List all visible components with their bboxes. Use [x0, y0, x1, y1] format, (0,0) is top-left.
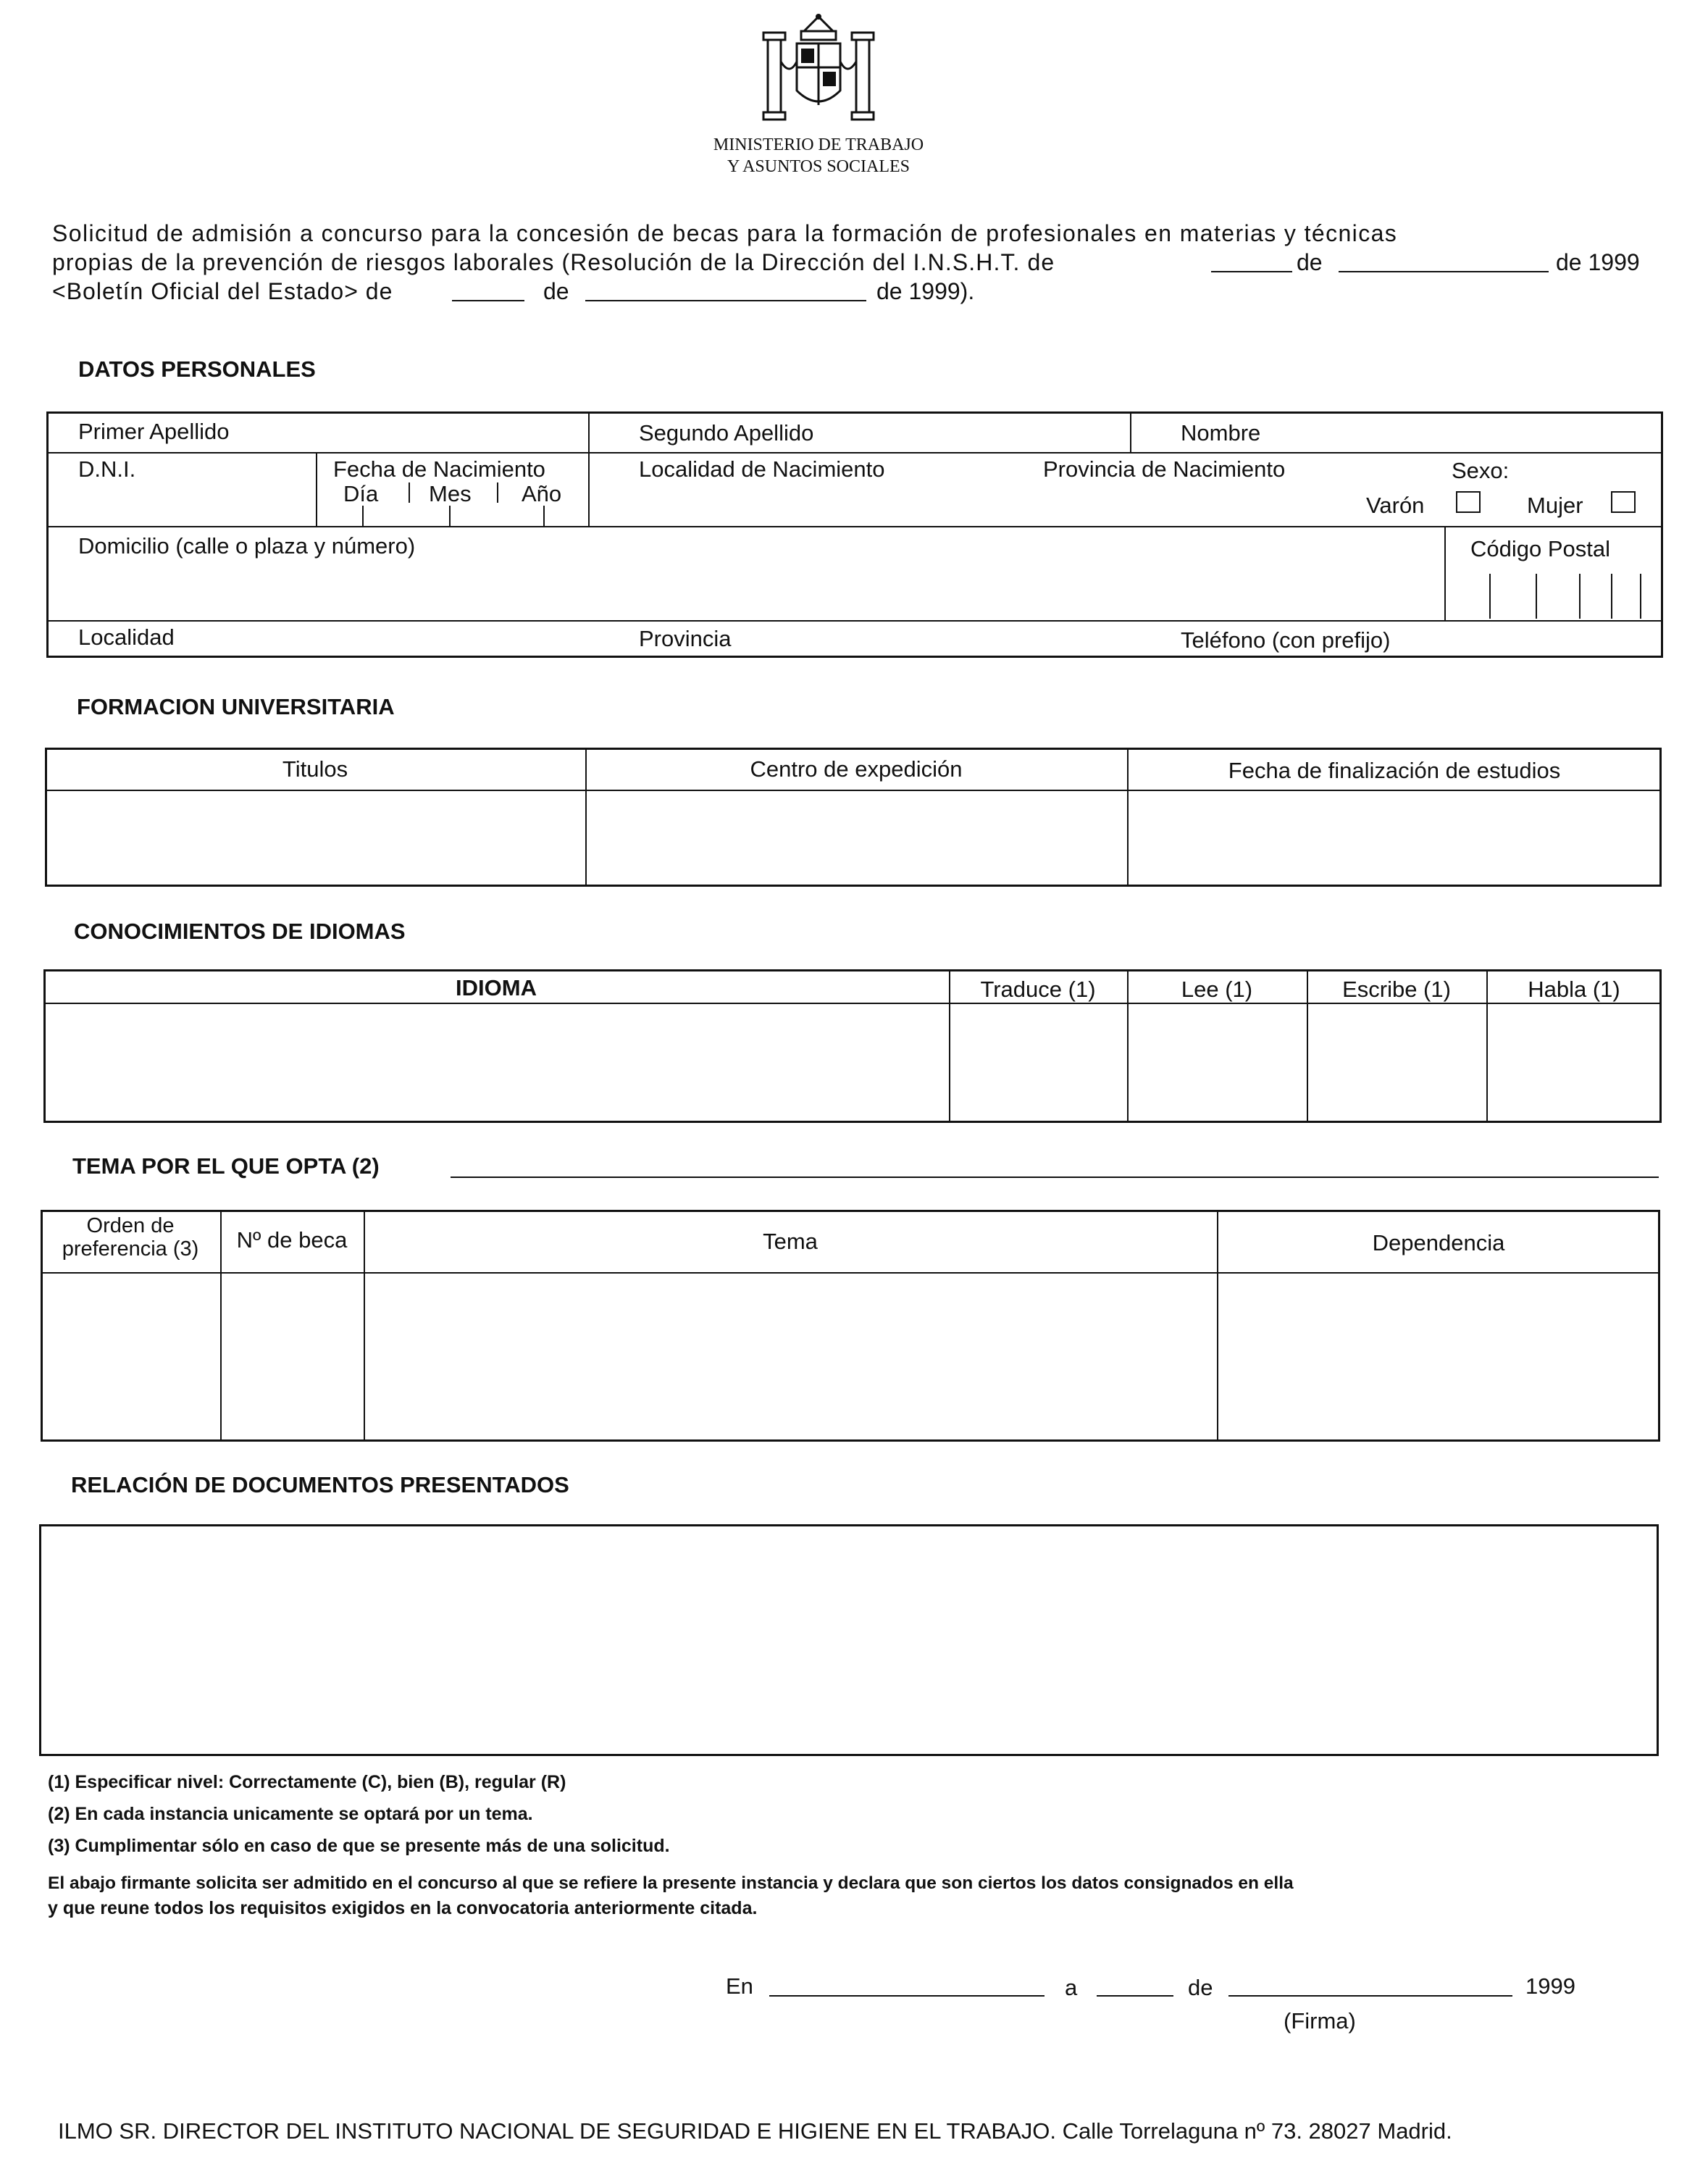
- varon-checkbox[interactable]: [1456, 491, 1481, 513]
- varon-label: Varón: [1366, 493, 1425, 518]
- centro-cell[interactable]: [588, 793, 1126, 884]
- birth-date-label: Fecha de Nacimiento: [333, 456, 545, 482]
- mujer-checkbox[interactable]: [1611, 491, 1636, 513]
- segundo-apellido-field[interactable]: Segundo Apellido: [639, 420, 814, 446]
- col-fecha-finalizacion: Fecha de finalización de estudios: [1228, 758, 1561, 783]
- postal-code-input[interactable]: [1470, 574, 1641, 619]
- intro-line-1: Solicitud de admisión a concurso para la concesión de becas para la formación de profesionales en materias y técnicas: [52, 220, 1398, 246]
- personal-data-heading: DATOS PERSONALES: [78, 356, 316, 382]
- address-field[interactable]: Domicilio (calle o plaza y número): [78, 533, 416, 559]
- mujer-label: Mujer: [1527, 493, 1583, 518]
- birth-province-field[interactable]: Provincia de Nacimiento: [1043, 456, 1286, 482]
- topic-blank[interactable]: [451, 1177, 1659, 1178]
- resolution-day-blank[interactable]: [1211, 271, 1292, 272]
- birth-month-field[interactable]: Mes: [429, 481, 472, 506]
- intro-line-3a: <Boletín Oficial del Estado> de: [52, 278, 393, 304]
- col-orden-line1: Orden de: [86, 1214, 175, 1237]
- col-orden-line2: preferencia (3): [62, 1237, 199, 1261]
- declaration-line-1: El abajo firmante solicita ser admitido en el concurso al que se refiere la presente instancia y declara que son ciertos los datos consignados en ella: [48, 1873, 1294, 1893]
- note-3: (3) Cumplimentar sólo en caso de que se presente más de una solicitud.: [48, 1836, 670, 1856]
- signature-a-label: a: [1065, 1975, 1078, 2000]
- note-1: (1) Especificar nivel: Correctamente (C), bien (B), regular (R): [48, 1772, 566, 1792]
- col-titulos: Titulos: [282, 756, 348, 782]
- locality-field[interactable]: Localidad: [78, 624, 175, 650]
- footer-address: ILMO SR. DIRECTOR DEL INSTITUTO NACIONAL DE SEGURIDAD E HIGIENE EN EL TRABAJO. Calle Torrelaguna nº 73. 28027 Madrid.: [58, 2118, 1452, 2144]
- signature-en-label: En: [726, 1973, 753, 1999]
- ministry-name-line2: Y ASUNTOS SOCIALES: [727, 157, 910, 176]
- province-field[interactable]: Provincia: [639, 626, 732, 651]
- postal-code-label: Código Postal: [1470, 536, 1611, 561]
- topic-heading: TEMA POR EL QUE OPTA (2): [72, 1153, 380, 1179]
- sex-label: Sexo:: [1452, 458, 1510, 483]
- documents-heading: RELACIÓN DE DOCUMENTOS PRESENTADOS: [71, 1472, 569, 1497]
- col-num-beca: Nº de beca: [236, 1227, 348, 1253]
- col-tema: Tema: [763, 1229, 818, 1254]
- signature-de-label: de: [1188, 1975, 1213, 2000]
- intro-line-3c: de 1999).: [876, 278, 975, 304]
- signature-place-blank[interactable]: [769, 1995, 1045, 1997]
- languages-heading: CONOCIMIENTOS DE IDIOMAS: [74, 919, 406, 944]
- titulos-cell[interactable]: [48, 793, 584, 884]
- coat-of-arms-icon: [753, 11, 884, 127]
- signature-firma-label: (Firma): [1284, 2008, 1356, 2034]
- intro-line-3b: de: [543, 278, 569, 304]
- declaration-line-2: y que reune todos los requisitos exigidos en la convocatoria anteriormente citada.: [48, 1898, 758, 1918]
- fecha-cell[interactable]: [1130, 793, 1659, 884]
- birth-locality-field[interactable]: Localidad de Nacimiento: [639, 456, 885, 482]
- col-traduce: Traduce (1): [980, 977, 1096, 1002]
- boe-month-blank[interactable]: [585, 300, 866, 301]
- signature-day-blank[interactable]: [1097, 1995, 1173, 1997]
- phone-field[interactable]: Teléfono (con prefijo): [1181, 627, 1391, 653]
- ministry-name-line1: MINISTERIO DE TRABAJO: [713, 135, 924, 154]
- birth-year-field[interactable]: Año: [522, 481, 562, 506]
- intro-line-2a: propias de la prevención de riesgos laborales (Resolución de la Dirección del I.N.S.H.T. de: [52, 249, 1055, 275]
- intro-line-2b: de: [1297, 249, 1323, 275]
- dni-field[interactable]: D.N.I.: [78, 456, 136, 482]
- resolution-month-blank[interactable]: [1339, 271, 1549, 272]
- note-2: (2) En cada instancia unicamente se optará por un tema.: [48, 1804, 533, 1824]
- intro-line-2c: de 1999: [1556, 249, 1640, 275]
- col-centro: Centro de expedición: [750, 756, 963, 782]
- col-idioma: IDIOMA: [456, 975, 537, 1000]
- col-lee: Lee (1): [1181, 977, 1253, 1002]
- primer-apellido-field[interactable]: Primer Apellido: [78, 419, 230, 444]
- birth-day-field[interactable]: Día: [343, 481, 379, 506]
- boe-day-blank[interactable]: [452, 300, 524, 301]
- col-habla: Habla (1): [1528, 977, 1620, 1002]
- col-dependencia: Dependencia: [1372, 1230, 1505, 1255]
- col-escribe: Escribe (1): [1342, 977, 1451, 1002]
- signature-year: 1999: [1525, 1973, 1575, 1999]
- signature-month-blank[interactable]: [1228, 1995, 1512, 1997]
- documents-box[interactable]: [39, 1524, 1659, 1756]
- nombre-field[interactable]: Nombre: [1181, 420, 1261, 446]
- university-heading: FORMACION UNIVERSITARIA: [77, 694, 395, 719]
